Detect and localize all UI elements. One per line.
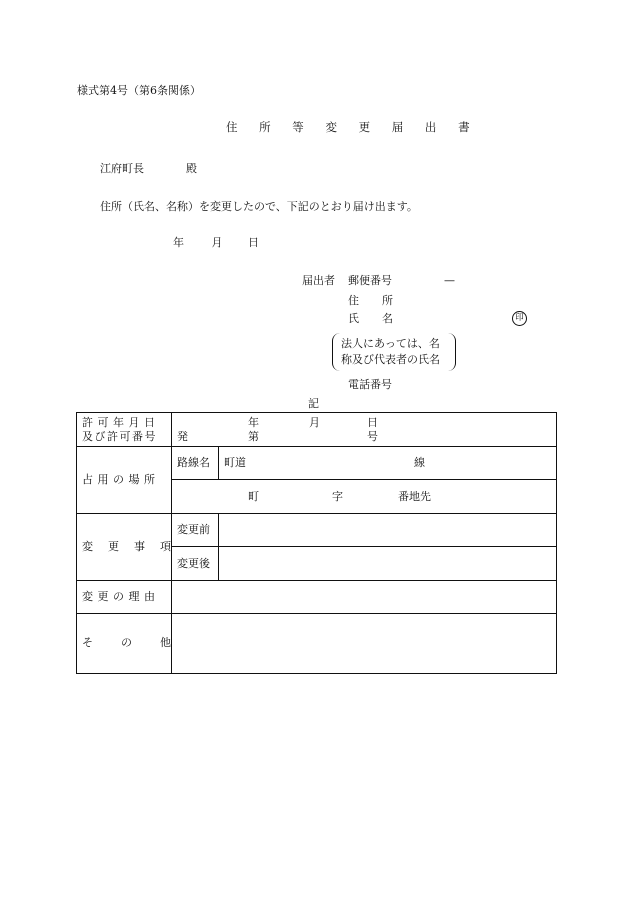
corporation-note: 法人にあっては、名称及び代表者の氏名 [332, 333, 456, 371]
line-label: 線 [414, 456, 425, 469]
body-text: 住所（氏名、名称）を変更したので、下記のとおり届け出ます。 [100, 200, 418, 213]
postal-code-label: 郵便番号 [348, 274, 392, 287]
row-divider [171, 546, 557, 547]
seal-mark: 印 [512, 311, 527, 326]
row-divider [76, 446, 557, 447]
details-table [76, 412, 557, 674]
road-type-label: 町道 [224, 456, 246, 469]
date-year: 年 [173, 236, 184, 249]
form-number: 様式第4号（第6条関係） [77, 84, 201, 97]
row-divider [171, 479, 557, 480]
permit-issue-label: 発 [177, 430, 188, 443]
other-label: その他 [82, 636, 199, 649]
route-label-divider [218, 446, 219, 480]
before-change-label: 変更前 [177, 523, 210, 536]
change-items-label: 変更事項 [82, 540, 186, 553]
table-border-right [556, 412, 557, 674]
table-border-bottom [76, 673, 557, 674]
date-day: 日 [248, 236, 259, 249]
table-border-top [76, 412, 557, 413]
date-month: 月 [211, 236, 223, 249]
document-title: 住 所 等 変 更 届 出 書 [226, 120, 479, 134]
phone-number-label: 電話番号 [348, 378, 392, 391]
date-line [173, 237, 259, 248]
permit-date-label: 許可年月日 [82, 416, 160, 429]
row-divider [76, 513, 557, 514]
change-reason-label: 変更の理由 [82, 590, 160, 603]
permit-day-label: 日 [367, 416, 378, 429]
addressee-honorific: 殿 [186, 162, 197, 175]
permit-month-label: 月 [309, 416, 320, 429]
ki-heading: 記 [308, 397, 319, 410]
addressee-name: 江府町長 [100, 162, 144, 175]
address-suffix-label: 番地先 [398, 490, 431, 503]
permit-number-label: 及び許可番号 [82, 430, 157, 443]
permit-gou-label: 号 [367, 430, 378, 443]
addressee [100, 163, 197, 174]
row-divider [76, 580, 557, 581]
permit-dai-label: 第 [248, 430, 259, 443]
filer-address-label: 住所 [348, 294, 416, 307]
filer-label: 届出者 [302, 274, 335, 287]
permit-year-label: 年 [248, 416, 259, 429]
postal-code-dash: — [444, 274, 455, 287]
location-label: 占用の場所 [82, 473, 160, 486]
town-label: 町 [248, 490, 259, 503]
row-divider [76, 613, 557, 614]
filer-name-label: 氏名 [348, 312, 416, 325]
change-label-divider [218, 513, 219, 580]
after-change-label: 変更後 [177, 557, 210, 570]
table-border-left [76, 412, 77, 674]
route-name-label: 路線名 [177, 456, 210, 469]
aza-label: 字 [332, 490, 343, 503]
